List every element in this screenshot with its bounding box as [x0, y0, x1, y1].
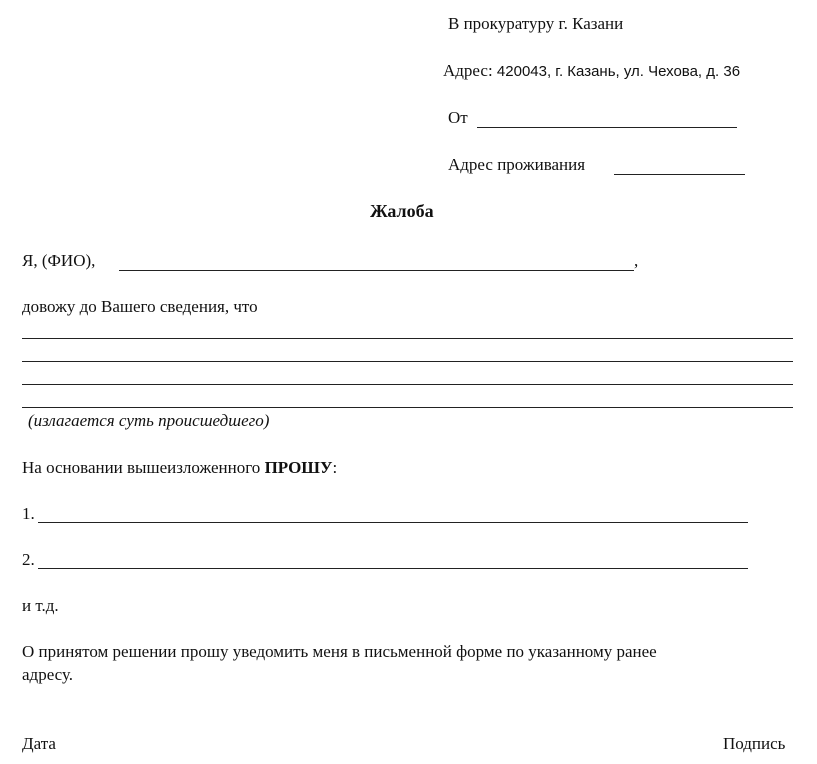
from-label: От	[448, 108, 468, 127]
item-2-label: 2.	[22, 550, 35, 569]
request-prefix: На основании вышеизложенного	[22, 458, 261, 477]
essence-line-2	[22, 361, 793, 362]
document-title: Жалоба	[370, 201, 434, 221]
residence-blank-line	[614, 174, 745, 175]
fio-suffix: ,	[634, 251, 639, 270]
address-value: 420043, г. Казань, ул. Чехова, д. 36	[496, 63, 741, 80]
notify-line-2: адресу.	[22, 665, 74, 684]
date-label: Дата	[22, 734, 56, 753]
inform-text: довожу до Вашего сведения, что	[22, 297, 258, 316]
essence-line-3	[22, 384, 793, 385]
residence-label: Адрес проживания	[448, 155, 586, 174]
item-1-label: 1.	[22, 504, 35, 523]
notify-line-1: О принятом решении прошу уведомить меня в письменной форме по указанному ранее	[22, 642, 657, 661]
essence-hint: (излагается суть происшедшего)	[28, 411, 270, 430]
signature-label: Подпись	[723, 734, 786, 753]
from-blank-line	[477, 127, 737, 128]
address-line	[443, 61, 740, 82]
item-2-blank-line	[38, 568, 748, 569]
address-label: Адрес:	[443, 61, 493, 80]
request-line	[22, 458, 337, 478]
etc-text: и т.д.	[22, 596, 59, 615]
essence-line-4	[22, 407, 793, 408]
fio-blank-line	[119, 270, 634, 271]
request-suffix: :	[332, 458, 338, 477]
recipient-line: В прокуратуру г. Казани	[448, 14, 624, 33]
fio-prefix: Я, (ФИО),	[22, 251, 96, 270]
item-1-blank-line	[38, 522, 748, 523]
request-bold: ПРОШУ	[264, 458, 333, 477]
essence-line-1	[22, 338, 793, 339]
